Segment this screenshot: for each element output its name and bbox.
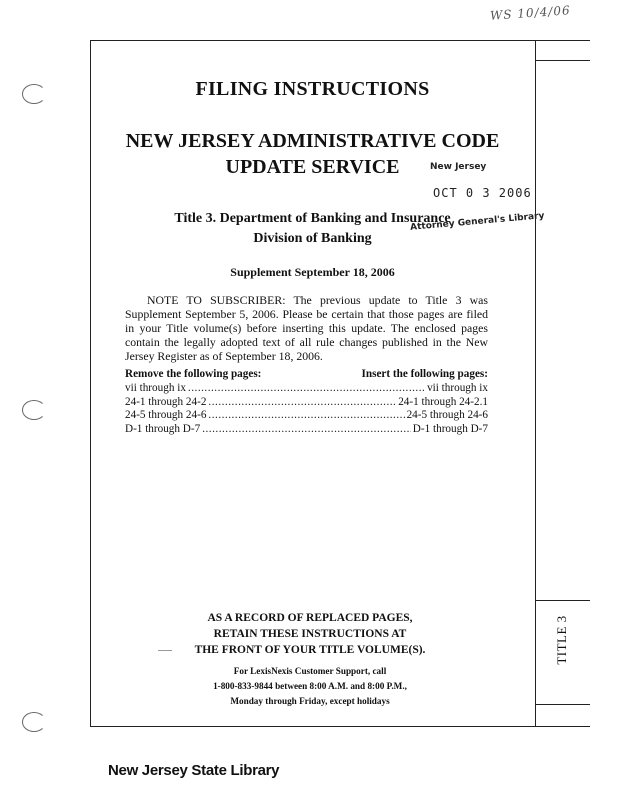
dot-leader [202, 423, 411, 437]
punch-hole-icon [22, 400, 46, 420]
page-title: FILING INSTRUCTIONS [195, 78, 430, 100]
record-line: AS A RECORD OF REPLACED PAGES, [207, 612, 413, 624]
handwritten-note: WS 10/4/06 [489, 3, 572, 23]
subscriber-note [125, 293, 488, 363]
table-row [125, 423, 488, 437]
dot-leader [188, 382, 425, 396]
record-line: RETAIN THESE INSTRUCTIONS AT [213, 628, 407, 640]
punch-hole-icon [22, 712, 46, 732]
dot-leader [208, 396, 396, 410]
tab-label: TITLE 3 [554, 615, 569, 665]
title-block-line: Division of Banking [253, 231, 372, 246]
support-line: Monday through Friday, except holidays [230, 696, 390, 706]
remove-pages: vii through ix [125, 381, 186, 394]
code-title-line: NEW JERSEY ADMINISTRATIVE CODE [125, 130, 500, 152]
dot-leader [208, 409, 404, 423]
subscriber-note-text: NOTE TO SUBSCRIBER: The previous update to Title 3 was Supplement September 5, 2006. Please be certain that those pages are filed in your Title volume(s) before inserting this update. The enclosed pages contain the legally adopted text of all rule changes published in the New Jersey Register as of September 18, 2006. [125, 293, 488, 363]
frame-top-border [90, 40, 590, 41]
stray-mark [158, 650, 172, 651]
received-stamp-date: OCT 0 3 2006 [433, 186, 532, 200]
remove-pages: D-1 through D-7 [125, 423, 201, 436]
punch-hole-icon [22, 84, 46, 104]
tab-mark-upper [535, 600, 590, 601]
code-title [90, 128, 535, 180]
record-instructions [160, 610, 460, 658]
title-block-line: Title 3. Department of Banking and Insurance [174, 211, 451, 226]
title-block [90, 209, 535, 249]
remove-header: Remove the following pages: [125, 368, 262, 380]
pages-table [125, 368, 488, 437]
pages-table-header [125, 368, 488, 382]
table-row [125, 396, 488, 410]
support-line: 1-800-833-9844 between 8:00 A.M. and 8:00 P.M., [213, 681, 407, 691]
tab-divider-line [535, 40, 536, 726]
insert-header: Insert the following pages: [361, 368, 488, 380]
code-title-line: UPDATE SERVICE [225, 156, 400, 178]
tab-mark-top [535, 60, 590, 61]
frame-bottom-border [90, 726, 590, 727]
received-stamp-state: New Jersey [430, 162, 487, 172]
support-line: For LexisNexis Customer Support, call [233, 666, 387, 676]
insert-pages: 24-1 through 24-2.1 [398, 395, 488, 408]
insert-pages: vii through ix [427, 381, 488, 394]
supplement-date: Supplement September 18, 2006 [230, 265, 395, 279]
insert-pages: 24-5 through 24-6 [406, 409, 488, 422]
received-stamp-library: Attorney General's Library [409, 211, 545, 233]
remove-pages: 24-1 through 24-2 [125, 395, 207, 408]
customer-support [160, 664, 460, 709]
table-row [125, 382, 488, 396]
insert-pages: D-1 through D-7 [412, 423, 488, 436]
record-line: THE FRONT OF YOUR TITLE VOLUME(S). [194, 644, 426, 656]
library-footer: New Jersey State Library [108, 762, 280, 779]
table-row [125, 409, 488, 423]
tab-mark-lower [535, 704, 590, 705]
remove-pages: 24-5 through 24-6 [125, 409, 207, 422]
